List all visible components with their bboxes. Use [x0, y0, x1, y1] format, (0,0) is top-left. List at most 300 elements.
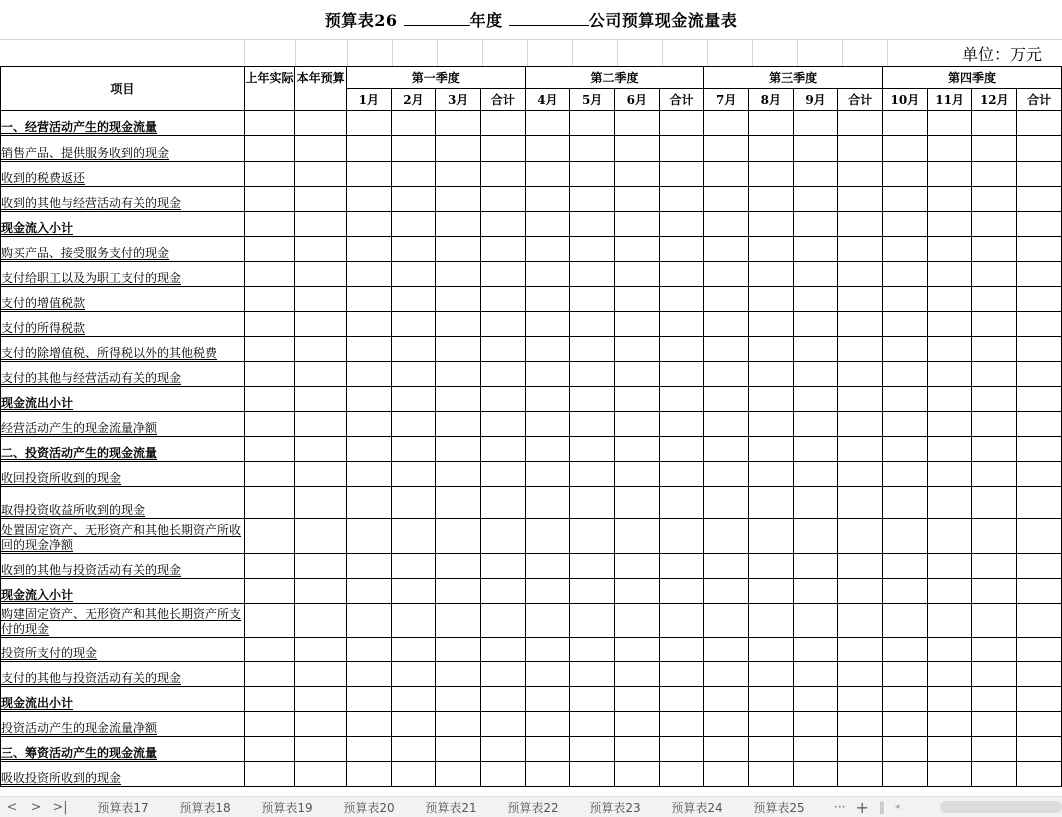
- value-cell[interactable]: [838, 554, 883, 579]
- value-cell[interactable]: [748, 262, 793, 287]
- value-cell[interactable]: [436, 687, 481, 712]
- value-cell[interactable]: [244, 136, 295, 162]
- value-cell[interactable]: [570, 737, 615, 762]
- value-cell[interactable]: [436, 762, 481, 787]
- value-cell[interactable]: [391, 519, 436, 554]
- value-cell[interactable]: [525, 687, 570, 712]
- value-cell[interactable]: [838, 187, 883, 212]
- value-cell[interactable]: [480, 712, 525, 737]
- value-cell[interactable]: [704, 638, 749, 662]
- value-cell[interactable]: [883, 337, 928, 362]
- value-cell[interactable]: [525, 412, 570, 437]
- value-cell[interactable]: [927, 604, 972, 638]
- value-cell[interactable]: [295, 437, 347, 462]
- value-cell[interactable]: [391, 638, 436, 662]
- value-cell[interactable]: [748, 519, 793, 554]
- value-cell[interactable]: [704, 662, 749, 687]
- value-cell[interactable]: [570, 212, 615, 237]
- value-cell[interactable]: [295, 604, 347, 638]
- value-cell[interactable]: [570, 638, 615, 662]
- value-cell[interactable]: [436, 262, 481, 287]
- value-cell[interactable]: [1017, 662, 1062, 687]
- value-cell[interactable]: [838, 762, 883, 787]
- value-cell[interactable]: [570, 712, 615, 737]
- value-cell[interactable]: [838, 312, 883, 337]
- value-cell[interactable]: [659, 737, 704, 762]
- value-cell[interactable]: [704, 462, 749, 487]
- value-cell[interactable]: [883, 262, 928, 287]
- value-cell[interactable]: [927, 387, 972, 412]
- row-label-cell[interactable]: [1, 519, 245, 554]
- value-cell[interactable]: [793, 412, 838, 437]
- value-cell[interactable]: [793, 362, 838, 387]
- value-cell[interactable]: [927, 136, 972, 162]
- row-label-cell[interactable]: [1, 212, 245, 237]
- header-month[interactable]: 5月: [570, 89, 615, 111]
- value-cell[interactable]: [614, 712, 659, 737]
- row-label-cell[interactable]: [1, 762, 245, 787]
- value-cell[interactable]: [659, 312, 704, 337]
- value-cell[interactable]: [972, 287, 1017, 312]
- value-cell[interactable]: [883, 519, 928, 554]
- value-cell[interactable]: [927, 687, 972, 712]
- value-cell[interactable]: [295, 519, 347, 554]
- value-cell[interactable]: [748, 337, 793, 362]
- value-cell[interactable]: [883, 604, 928, 638]
- row-label-cell[interactable]: [1, 287, 245, 312]
- value-cell[interactable]: [1017, 111, 1062, 136]
- value-cell[interactable]: [570, 136, 615, 162]
- value-cell[interactable]: [480, 519, 525, 554]
- value-cell[interactable]: [704, 212, 749, 237]
- value-cell[interactable]: [838, 604, 883, 638]
- value-cell[interactable]: [838, 487, 883, 519]
- value-cell[interactable]: [927, 712, 972, 737]
- value-cell[interactable]: [391, 662, 436, 687]
- value-cell[interactable]: [838, 287, 883, 312]
- value-cell[interactable]: [244, 712, 295, 737]
- value-cell[interactable]: [704, 762, 749, 787]
- value-cell[interactable]: [748, 462, 793, 487]
- value-cell[interactable]: [391, 579, 436, 604]
- value-cell[interactable]: [346, 362, 391, 387]
- value-cell[interactable]: [614, 387, 659, 412]
- value-cell[interactable]: [793, 762, 838, 787]
- value-cell[interactable]: [748, 712, 793, 737]
- value-cell[interactable]: [748, 136, 793, 162]
- value-cell[interactable]: [525, 437, 570, 462]
- value-cell[interactable]: [1017, 387, 1062, 412]
- value-cell[interactable]: [525, 554, 570, 579]
- value-cell[interactable]: [659, 337, 704, 362]
- value-cell[interactable]: [704, 111, 749, 136]
- value-cell[interactable]: [295, 412, 347, 437]
- value-cell[interactable]: [927, 162, 972, 187]
- row-label-cell[interactable]: [1, 237, 245, 262]
- next-sheet-button[interactable]: >: [30, 799, 42, 815]
- value-cell[interactable]: [927, 487, 972, 519]
- value-cell[interactable]: [346, 337, 391, 362]
- value-cell[interactable]: [793, 387, 838, 412]
- value-cell[interactable]: [883, 187, 928, 212]
- value-cell[interactable]: [793, 111, 838, 136]
- value-cell[interactable]: [704, 487, 749, 519]
- value-cell[interactable]: [704, 712, 749, 737]
- value-cell[interactable]: [793, 579, 838, 604]
- value-cell[interactable]: [883, 554, 928, 579]
- value-cell[interactable]: [748, 604, 793, 638]
- value-cell[interactable]: [391, 412, 436, 437]
- value-cell[interactable]: [346, 638, 391, 662]
- value-cell[interactable]: [838, 337, 883, 362]
- value-cell[interactable]: [927, 262, 972, 287]
- value-cell[interactable]: [295, 387, 347, 412]
- value-cell[interactable]: [659, 462, 704, 487]
- value-cell[interactable]: [295, 662, 347, 687]
- value-cell[interactable]: [704, 604, 749, 638]
- value-cell[interactable]: [614, 162, 659, 187]
- value-cell[interactable]: [614, 554, 659, 579]
- value-cell[interactable]: [525, 487, 570, 519]
- value-cell[interactable]: [883, 462, 928, 487]
- value-cell[interactable]: [436, 579, 481, 604]
- value-cell[interactable]: [927, 312, 972, 337]
- value-cell[interactable]: [704, 737, 749, 762]
- value-cell[interactable]: [1017, 762, 1062, 787]
- value-cell[interactable]: [659, 579, 704, 604]
- value-cell[interactable]: [748, 638, 793, 662]
- value-cell[interactable]: [480, 737, 525, 762]
- value-cell[interactable]: [748, 111, 793, 136]
- value-cell[interactable]: [295, 111, 347, 136]
- value-cell[interactable]: [480, 162, 525, 187]
- value-cell[interactable]: [659, 687, 704, 712]
- value-cell[interactable]: [1017, 312, 1062, 337]
- value-cell[interactable]: [570, 579, 615, 604]
- value-cell[interactable]: [480, 337, 525, 362]
- value-cell[interactable]: [391, 362, 436, 387]
- header-quarter-total[interactable]: 合计: [659, 89, 704, 111]
- value-cell[interactable]: [244, 237, 295, 262]
- value-cell[interactable]: [883, 687, 928, 712]
- value-cell[interactable]: [972, 111, 1017, 136]
- value-cell[interactable]: [838, 519, 883, 554]
- value-cell[interactable]: [838, 579, 883, 604]
- value-cell[interactable]: [391, 462, 436, 487]
- header-quarter-total[interactable]: 合计: [838, 89, 883, 111]
- value-cell[interactable]: [346, 762, 391, 787]
- value-cell[interactable]: [436, 362, 481, 387]
- value-cell[interactable]: [391, 162, 436, 187]
- last-sheet-button[interactable]: >|: [52, 799, 68, 815]
- value-cell[interactable]: [793, 312, 838, 337]
- value-cell[interactable]: [525, 462, 570, 487]
- value-cell[interactable]: [391, 437, 436, 462]
- value-cell[interactable]: [295, 638, 347, 662]
- value-cell[interactable]: [295, 737, 347, 762]
- value-cell[interactable]: [346, 237, 391, 262]
- sheet-tab[interactable]: 预算表25: [753, 800, 805, 815]
- value-cell[interactable]: [525, 362, 570, 387]
- value-cell[interactable]: [244, 287, 295, 312]
- value-cell[interactable]: [346, 136, 391, 162]
- value-cell[interactable]: [525, 519, 570, 554]
- value-cell[interactable]: [927, 412, 972, 437]
- value-cell[interactable]: [480, 111, 525, 136]
- value-cell[interactable]: [1017, 519, 1062, 554]
- value-cell[interactable]: [570, 519, 615, 554]
- value-cell[interactable]: [391, 136, 436, 162]
- value-cell[interactable]: [525, 287, 570, 312]
- value-cell[interactable]: [972, 462, 1017, 487]
- value-cell[interactable]: [346, 519, 391, 554]
- value-cell[interactable]: [570, 462, 615, 487]
- value-cell[interactable]: [614, 136, 659, 162]
- value-cell[interactable]: [838, 638, 883, 662]
- value-cell[interactable]: [1017, 162, 1062, 187]
- value-cell[interactable]: [391, 262, 436, 287]
- value-cell[interactable]: [570, 762, 615, 787]
- value-cell[interactable]: [883, 762, 928, 787]
- value-cell[interactable]: [525, 187, 570, 212]
- value-cell[interactable]: [570, 111, 615, 136]
- value-cell[interactable]: [244, 604, 295, 638]
- value-cell[interactable]: [436, 662, 481, 687]
- value-cell[interactable]: [480, 579, 525, 604]
- value-cell[interactable]: [570, 687, 615, 712]
- value-cell[interactable]: [525, 337, 570, 362]
- value-cell[interactable]: [244, 312, 295, 337]
- value-cell[interactable]: [480, 312, 525, 337]
- value-cell[interactable]: [1017, 187, 1062, 212]
- value-cell[interactable]: [570, 437, 615, 462]
- value-cell[interactable]: [704, 162, 749, 187]
- value-cell[interactable]: [793, 638, 838, 662]
- value-cell[interactable]: [793, 162, 838, 187]
- value-cell[interactable]: [244, 462, 295, 487]
- value-cell[interactable]: [659, 487, 704, 519]
- value-cell[interactable]: [704, 519, 749, 554]
- value-cell[interactable]: [1017, 136, 1062, 162]
- value-cell[interactable]: [659, 638, 704, 662]
- value-cell[interactable]: [614, 662, 659, 687]
- value-cell[interactable]: [972, 237, 1017, 262]
- header-month[interactable]: 11月: [927, 89, 972, 111]
- value-cell[interactable]: [972, 262, 1017, 287]
- value-cell[interactable]: [748, 662, 793, 687]
- value-cell[interactable]: [614, 187, 659, 212]
- value-cell[interactable]: [748, 487, 793, 519]
- value-cell[interactable]: [436, 162, 481, 187]
- value-cell[interactable]: [748, 237, 793, 262]
- value-cell[interactable]: [883, 212, 928, 237]
- value-cell[interactable]: [436, 737, 481, 762]
- value-cell[interactable]: [748, 187, 793, 212]
- value-cell[interactable]: [244, 111, 295, 136]
- value-cell[interactable]: [793, 212, 838, 237]
- value-cell[interactable]: [346, 212, 391, 237]
- value-cell[interactable]: [838, 662, 883, 687]
- value-cell[interactable]: [244, 737, 295, 762]
- value-cell[interactable]: [480, 412, 525, 437]
- row-label-cell[interactable]: [1, 554, 245, 579]
- value-cell[interactable]: [614, 604, 659, 638]
- value-cell[interactable]: [927, 579, 972, 604]
- value-cell[interactable]: [883, 287, 928, 312]
- value-cell[interactable]: [883, 712, 928, 737]
- value-cell[interactable]: [748, 387, 793, 412]
- value-cell[interactable]: [793, 662, 838, 687]
- row-label-cell[interactable]: [1, 337, 245, 362]
- row-label-cell[interactable]: [1, 462, 245, 487]
- value-cell[interactable]: [436, 187, 481, 212]
- value-cell[interactable]: [391, 387, 436, 412]
- value-cell[interactable]: [244, 187, 295, 212]
- value-cell[interactable]: [295, 554, 347, 579]
- value-cell[interactable]: [391, 212, 436, 237]
- value-cell[interactable]: [927, 737, 972, 762]
- value-cell[interactable]: [972, 437, 1017, 462]
- value-cell[interactable]: [659, 262, 704, 287]
- value-cell[interactable]: [659, 554, 704, 579]
- row-label-cell[interactable]: [1, 712, 245, 737]
- value-cell[interactable]: [883, 237, 928, 262]
- value-cell[interactable]: [525, 712, 570, 737]
- value-cell[interactable]: [244, 337, 295, 362]
- value-cell[interactable]: [927, 762, 972, 787]
- value-cell[interactable]: [570, 362, 615, 387]
- value-cell[interactable]: [295, 212, 347, 237]
- value-cell[interactable]: [346, 312, 391, 337]
- value-cell[interactable]: [244, 554, 295, 579]
- value-cell[interactable]: [927, 187, 972, 212]
- value-cell[interactable]: [838, 212, 883, 237]
- value-cell[interactable]: [1017, 437, 1062, 462]
- value-cell[interactable]: [927, 662, 972, 687]
- value-cell[interactable]: [570, 487, 615, 519]
- value-cell[interactable]: [391, 287, 436, 312]
- value-cell[interactable]: [883, 412, 928, 437]
- value-cell[interactable]: [972, 554, 1017, 579]
- value-cell[interactable]: [480, 554, 525, 579]
- value-cell[interactable]: [793, 136, 838, 162]
- value-cell[interactable]: [391, 712, 436, 737]
- value-cell[interactable]: [659, 187, 704, 212]
- value-cell[interactable]: [793, 487, 838, 519]
- value-cell[interactable]: [972, 212, 1017, 237]
- value-cell[interactable]: [1017, 712, 1062, 737]
- value-cell[interactable]: [793, 687, 838, 712]
- value-cell[interactable]: [972, 638, 1017, 662]
- value-cell[interactable]: [244, 519, 295, 554]
- value-cell[interactable]: [883, 638, 928, 662]
- value-cell[interactable]: [436, 312, 481, 337]
- row-label-cell[interactable]: [1, 362, 245, 387]
- value-cell[interactable]: [614, 437, 659, 462]
- value-cell[interactable]: [244, 579, 295, 604]
- value-cell[interactable]: [346, 162, 391, 187]
- row-label-cell[interactable]: [1, 737, 245, 762]
- value-cell[interactable]: [436, 638, 481, 662]
- value-cell[interactable]: [570, 554, 615, 579]
- value-cell[interactable]: [614, 762, 659, 787]
- value-cell[interactable]: [570, 662, 615, 687]
- value-cell[interactable]: [704, 136, 749, 162]
- value-cell[interactable]: [704, 687, 749, 712]
- value-cell[interactable]: [793, 262, 838, 287]
- value-cell[interactable]: [614, 487, 659, 519]
- header-q1[interactable]: 第一季度: [346, 67, 525, 89]
- value-cell[interactable]: [748, 287, 793, 312]
- value-cell[interactable]: [1017, 337, 1062, 362]
- value-cell[interactable]: [480, 462, 525, 487]
- value-cell[interactable]: [927, 337, 972, 362]
- value-cell[interactable]: [480, 237, 525, 262]
- value-cell[interactable]: [295, 337, 347, 362]
- value-cell[interactable]: [436, 111, 481, 136]
- value-cell[interactable]: [244, 412, 295, 437]
- value-cell[interactable]: [614, 737, 659, 762]
- value-cell[interactable]: [346, 287, 391, 312]
- value-cell[interactable]: [704, 412, 749, 437]
- value-cell[interactable]: [704, 337, 749, 362]
- value-cell[interactable]: [793, 237, 838, 262]
- value-cell[interactable]: [244, 687, 295, 712]
- value-cell[interactable]: [1017, 462, 1062, 487]
- value-cell[interactable]: [972, 762, 1017, 787]
- value-cell[interactable]: [436, 487, 481, 519]
- value-cell[interactable]: [883, 312, 928, 337]
- value-cell[interactable]: [480, 762, 525, 787]
- value-cell[interactable]: [1017, 412, 1062, 437]
- value-cell[interactable]: [295, 162, 347, 187]
- value-cell[interactable]: [927, 437, 972, 462]
- value-cell[interactable]: [1017, 287, 1062, 312]
- value-cell[interactable]: [972, 687, 1017, 712]
- header-quarter-total[interactable]: 合计: [480, 89, 525, 111]
- value-cell[interactable]: [295, 262, 347, 287]
- value-cell[interactable]: [614, 412, 659, 437]
- value-cell[interactable]: [570, 337, 615, 362]
- scroll-left-icon[interactable]: ◂: [894, 802, 900, 812]
- header-month[interactable]: 10月: [883, 89, 928, 111]
- header-q2[interactable]: 第二季度: [525, 67, 704, 89]
- value-cell[interactable]: [295, 187, 347, 212]
- value-cell[interactable]: [838, 237, 883, 262]
- value-cell[interactable]: [570, 162, 615, 187]
- value-cell[interactable]: [793, 519, 838, 554]
- value-cell[interactable]: [295, 687, 347, 712]
- header-this-year-budget[interactable]: 本年预算: [295, 67, 347, 111]
- value-cell[interactable]: [525, 237, 570, 262]
- value-cell[interactable]: [793, 462, 838, 487]
- value-cell[interactable]: [346, 604, 391, 638]
- value-cell[interactable]: [659, 362, 704, 387]
- header-q3[interactable]: 第三季度: [704, 67, 883, 89]
- value-cell[interactable]: [391, 111, 436, 136]
- value-cell[interactable]: [480, 362, 525, 387]
- header-month[interactable]: 4月: [525, 89, 570, 111]
- value-cell[interactable]: [748, 412, 793, 437]
- value-cell[interactable]: [525, 638, 570, 662]
- value-cell[interactable]: [1017, 687, 1062, 712]
- value-cell[interactable]: [391, 487, 436, 519]
- value-cell[interactable]: [838, 687, 883, 712]
- value-cell[interactable]: [244, 162, 295, 187]
- value-cell[interactable]: [346, 687, 391, 712]
- value-cell[interactable]: [346, 662, 391, 687]
- value-cell[interactable]: [748, 737, 793, 762]
